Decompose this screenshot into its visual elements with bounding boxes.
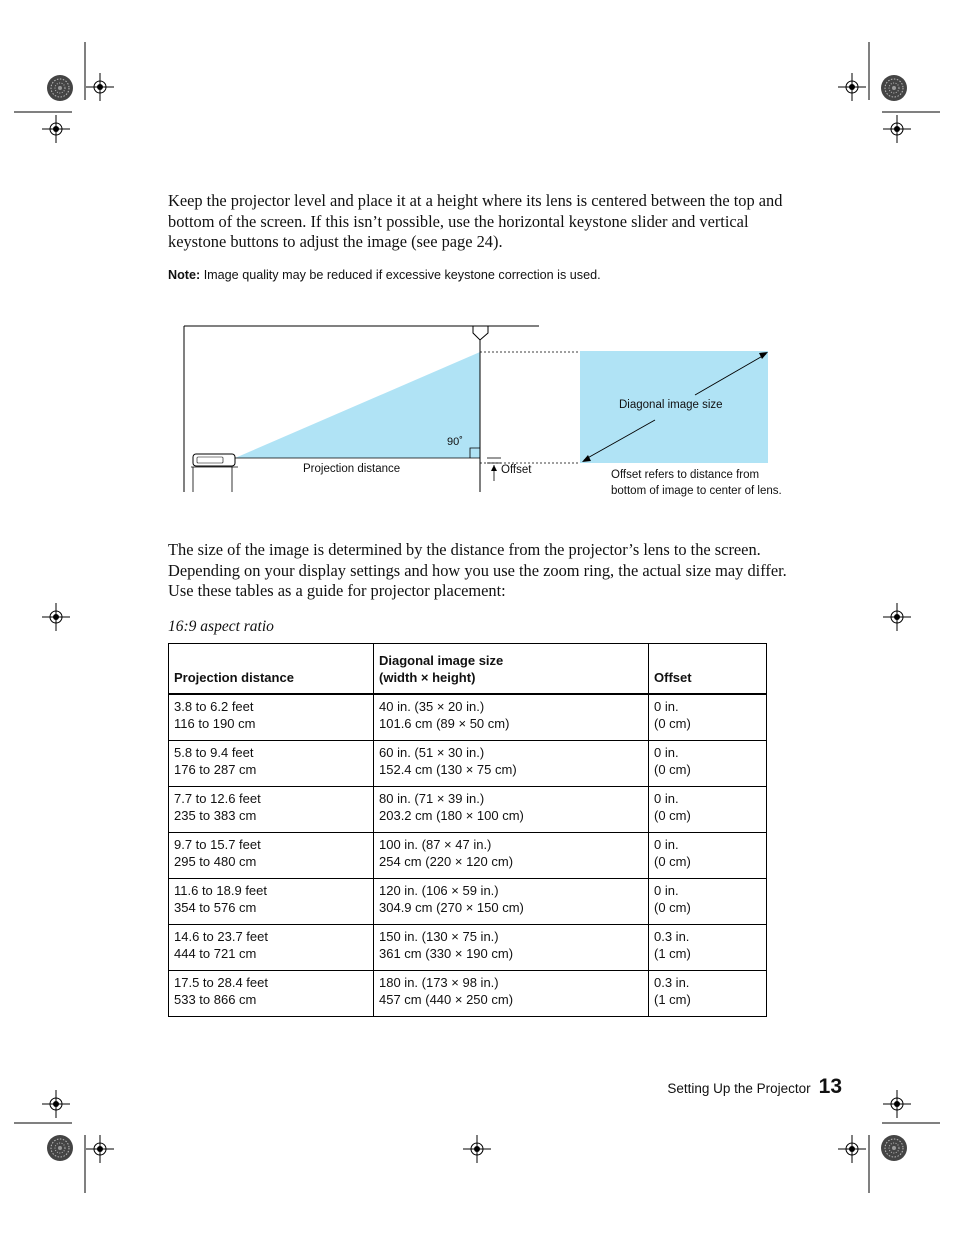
offset-cell: 0 in. (0 cm) (649, 879, 767, 925)
size-cell: 150 in. (130 × 75 in.) 361 cm (330 × 190 cm) (374, 925, 649, 971)
note-text: Image quality may be reduced if excessive keystone correction is used. (203, 268, 601, 282)
intro-paragraph: Keep the projector level and place it at a height where its lens is centered between the top and bottom of the screen. If this isn’t possible, use the horizontal keystone slider and vertical keystone buttons to adjust the image (see page 24). (168, 191, 783, 251)
distance-cell: 14.6 to 23.7 feet 444 to 721 cm (169, 925, 374, 971)
size-cell: 80 in. (71 × 39 in.) 203.2 cm (180 × 100 cm) (374, 787, 649, 833)
offset-cell: 0 in. (0 cm) (649, 694, 767, 741)
note (168, 266, 788, 284)
table-row (169, 694, 767, 741)
header-projection-distance: Projection distance (169, 644, 374, 695)
distance-cell: 11.6 to 18.9 feet 354 to 576 cm (169, 879, 374, 925)
size-cell: 60 in. (51 × 30 in.) 152.4 cm (130 × 75 cm) (374, 741, 649, 787)
offset-cell: 0 in. (0 cm) (649, 787, 767, 833)
offset-cell: 0.3 in. (1 cm) (649, 971, 767, 1017)
offset-cell: 0 in. (0 cm) (649, 833, 767, 879)
offset-cell: 0 in. (0 cm) (649, 741, 767, 787)
distance-cell: 17.5 to 28.4 feet 533 to 866 cm (169, 971, 374, 1017)
distance-cell: 3.8 to 6.2 feet 116 to 190 cm (169, 694, 374, 741)
table-header-row (169, 644, 767, 695)
table-row (169, 925, 767, 971)
table-row (169, 833, 767, 879)
offset-label: Offset (501, 464, 532, 476)
offset-explanation: Offset refers to distance from bottom of image to center of lens. (611, 469, 782, 497)
offset-cell: 0.3 in. (1 cm) (649, 925, 767, 971)
size-cell: 120 in. (106 × 59 in.) 304.9 cm (270 × 150 cm) (374, 879, 649, 925)
distance-cell: 7.7 to 12.6 feet 235 to 383 cm (169, 787, 374, 833)
projection-diagram (160, 315, 780, 525)
header-diagonal-size: Diagonal image size (width × height) (374, 644, 649, 695)
table-caption: 16:9 aspect ratio (168, 618, 274, 635)
light-beam (235, 352, 480, 458)
note-label: Note: (168, 268, 201, 282)
distance-cell: 9.7 to 15.7 feet 295 to 480 cm (169, 833, 374, 879)
size-cell: 180 in. (173 × 98 in.) 457 cm (440 × 250 cm) (374, 971, 649, 1017)
body-paragraph: The size of the image is determined by the distance from the projector’s lens to the screen. Depending on your display settings and how you use the zoom ring, the actual size may differ. Use these tables as a guide for projector placement: (168, 540, 787, 600)
size-cell: 40 in. (35 × 20 in.) 101.6 cm (89 × 50 cm) (374, 694, 649, 741)
table-row (169, 741, 767, 787)
projection-distance-label: Projection distance (303, 463, 401, 475)
page-footer (667, 1075, 842, 1099)
distance-cell: 5.8 to 9.4 feet 176 to 287 cm (169, 741, 374, 787)
size-cell: 100 in. (87 × 47 in.) 254 cm (220 × 120 cm) (374, 833, 649, 879)
projection-table (168, 643, 767, 1017)
projector-shape (191, 454, 238, 492)
header-offset: Offset (649, 644, 767, 695)
page-number: 13 (818, 1075, 842, 1098)
table-row (169, 879, 767, 925)
diagonal-image-size-label: Diagonal image size (619, 399, 723, 411)
screen-mount (473, 326, 488, 340)
footer-section-title: Setting Up the Projector (667, 1081, 811, 1096)
table-row (169, 971, 767, 1017)
angle-label: 90˚ (447, 436, 463, 448)
table-row (169, 787, 767, 833)
